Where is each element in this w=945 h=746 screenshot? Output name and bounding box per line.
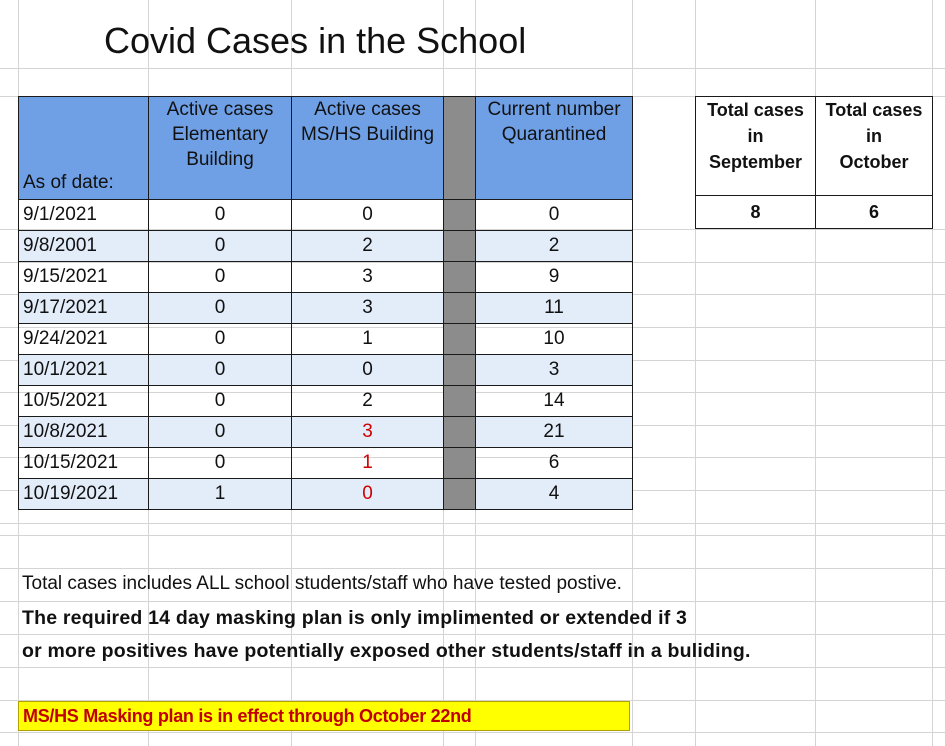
table-row — [19, 386, 633, 417]
note-total-cases: Total cases includes ALL school students/staff who have tested postive. — [22, 573, 622, 594]
row-separator-cell — [444, 417, 476, 448]
row-separator-cell — [444, 231, 476, 262]
note-masking-plan-line1: The required 14 day masking plan is only implimented or extended if 3 — [22, 607, 688, 629]
header-mshs[interactable]: Active cases MS/HS Building — [292, 97, 444, 200]
cases-table — [18, 96, 633, 510]
row-elementary-cell[interactable]: 1 — [149, 479, 292, 510]
row-separator-cell — [444, 479, 476, 510]
table-row — [19, 200, 633, 231]
row-date-cell[interactable]: 10/1/2021 — [19, 355, 149, 386]
row-date-cell[interactable]: 9/24/2021 — [19, 324, 149, 355]
total-october-value[interactable]: 6 — [816, 196, 933, 229]
row-date-cell[interactable]: 10/15/2021 — [19, 448, 149, 479]
row-separator-cell — [444, 448, 476, 479]
row-mshs-cell[interactable]: 1 — [292, 448, 444, 479]
row-quarantined-cell[interactable]: 11 — [476, 293, 633, 324]
masking-alert-text: MS/HS Masking plan is in effect through October 22nd — [23, 706, 472, 726]
row-elementary-cell[interactable]: 0 — [149, 448, 292, 479]
row-elementary-cell[interactable]: 0 — [149, 293, 292, 324]
row-quarantined-cell[interactable]: 3 — [476, 355, 633, 386]
row-elementary-cell[interactable]: 0 — [149, 324, 292, 355]
note-masking-plan-line2: or more positives have potentially exposed other students/staff in a buliding. — [22, 640, 751, 662]
row-mshs-cell[interactable]: 0 — [292, 200, 444, 231]
row-quarantined-cell[interactable]: 2 — [476, 231, 633, 262]
row-elementary-cell[interactable]: 0 — [149, 200, 292, 231]
row-mshs-cell[interactable]: 3 — [292, 293, 444, 324]
total-october-header[interactable]: Total cases in October — [816, 97, 933, 196]
masking-alert-banner[interactable] — [18, 701, 630, 731]
header-quarantined[interactable]: Current number Quarantined — [476, 97, 633, 200]
row-quarantined-cell[interactable]: 9 — [476, 262, 633, 293]
row-mshs-cell[interactable]: 3 — [292, 417, 444, 448]
row-separator-cell — [444, 355, 476, 386]
row-separator-cell — [444, 200, 476, 231]
row-quarantined-cell[interactable]: 21 — [476, 417, 633, 448]
row-quarantined-cell[interactable]: 10 — [476, 324, 633, 355]
header-elementary[interactable]: Active cases Elementary Building — [149, 97, 292, 200]
table-row — [19, 324, 633, 355]
table-row — [19, 293, 633, 324]
row-mshs-cell[interactable]: 0 — [292, 355, 444, 386]
table-row — [19, 355, 633, 386]
table-row — [19, 448, 633, 479]
row-date-cell[interactable]: 10/19/2021 — [19, 479, 149, 510]
row-separator-cell — [444, 324, 476, 355]
table-row — [19, 231, 633, 262]
row-separator-cell — [444, 262, 476, 293]
table-header-row — [19, 97, 633, 200]
separator-column — [444, 97, 476, 200]
table-row — [19, 262, 633, 293]
total-september-header[interactable]: Total cases in September — [696, 97, 816, 196]
total-september-value[interactable]: 8 — [696, 196, 816, 229]
row-separator-cell — [444, 386, 476, 417]
row-elementary-cell[interactable]: 0 — [149, 231, 292, 262]
row-quarantined-cell[interactable]: 14 — [476, 386, 633, 417]
row-date-cell[interactable]: 10/8/2021 — [19, 417, 149, 448]
table-row — [19, 479, 633, 510]
row-elementary-cell[interactable]: 0 — [149, 262, 292, 293]
row-quarantined-cell[interactable]: 0 — [476, 200, 633, 231]
row-date-cell[interactable]: 9/17/2021 — [19, 293, 149, 324]
row-date-cell[interactable]: 9/1/2021 — [19, 200, 149, 231]
row-mshs-cell[interactable]: 2 — [292, 231, 444, 262]
row-date-cell[interactable]: 10/5/2021 — [19, 386, 149, 417]
row-separator-cell — [444, 293, 476, 324]
table-row — [19, 417, 633, 448]
row-mshs-cell[interactable]: 0 — [292, 479, 444, 510]
row-quarantined-cell[interactable]: 4 — [476, 479, 633, 510]
row-mshs-cell[interactable]: 3 — [292, 262, 444, 293]
row-elementary-cell[interactable]: 0 — [149, 355, 292, 386]
totals-table — [695, 96, 933, 229]
row-date-cell[interactable]: 9/15/2021 — [19, 262, 149, 293]
header-as-of-date[interactable]: As of date: — [19, 97, 149, 200]
row-elementary-cell[interactable]: 0 — [149, 386, 292, 417]
sheet-title: Covid Cases in the School — [104, 20, 527, 61]
row-date-cell[interactable]: 9/8/2001 — [19, 231, 149, 262]
row-mshs-cell[interactable]: 2 — [292, 386, 444, 417]
row-quarantined-cell[interactable]: 6 — [476, 448, 633, 479]
row-mshs-cell[interactable]: 1 — [292, 324, 444, 355]
row-elementary-cell[interactable]: 0 — [149, 417, 292, 448]
